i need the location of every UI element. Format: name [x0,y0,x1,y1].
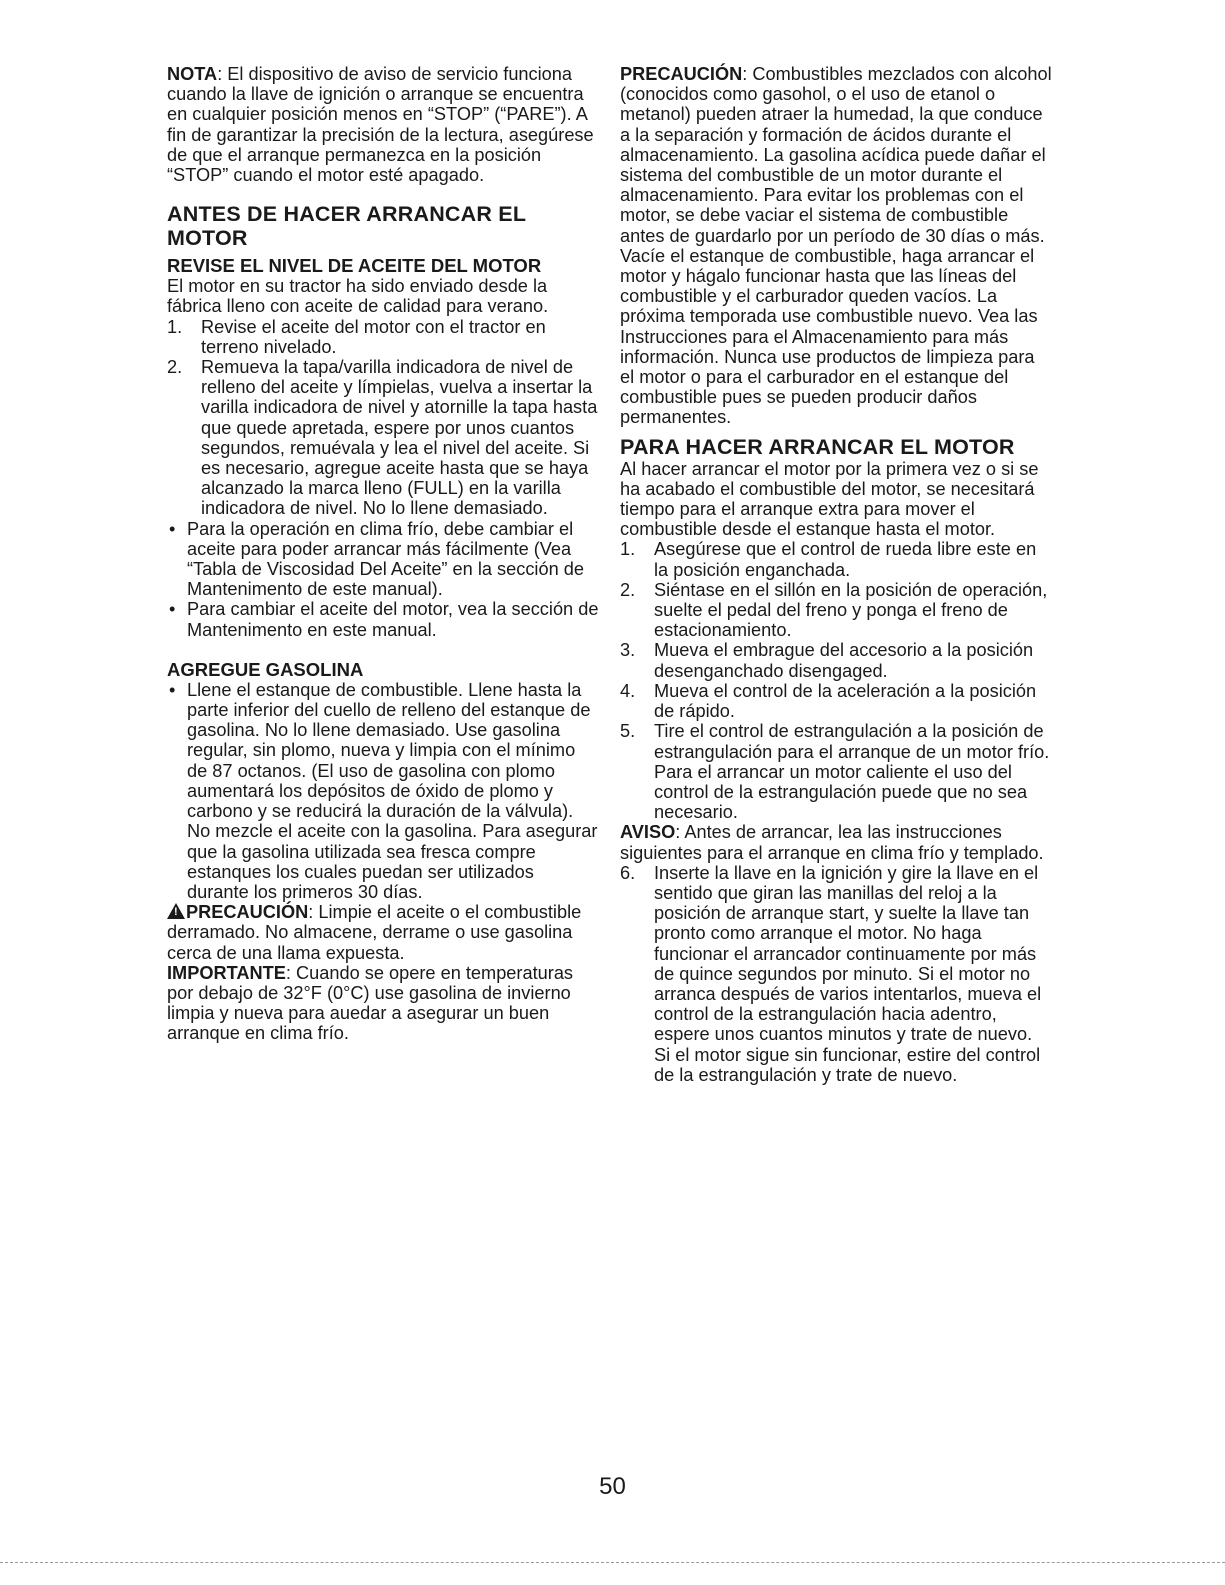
bullet-icon: • [169,599,176,620]
start-steps [620,539,1052,822]
fuel-bullets [167,680,599,902]
left-column [167,64,599,1044]
nota-label: NOTA [167,64,218,84]
start-steps-continued [620,863,1052,1085]
bullet-text: Llene el estanque de combustible. Llene hasta la parte inferior del cuello de relleno del estanque de gasolina. No lo llene demasiado. Use gasolina regular, sin plomo, nueva y limpia con el mínimo de 87 octanos. (El uso de gasolina con plomo aumentará los depósitos de óxido de plomo y carbono y se reducirá la duración de la válvula). No mezcle el aceite con la gasolina. Para asegurar que la gasolina utilizada sea fresca compre estanques los cuales puedan ser utilizados durante los primeros 30 días. [187,679,598,902]
step-number: 4. [620,680,636,701]
fuel-heading: AGREGUE GASOLINA [167,658,364,680]
list-item [167,519,599,600]
list-item [620,681,1052,721]
list-item [620,580,1052,641]
right-column [620,64,1052,1085]
bullet-icon: • [169,679,176,700]
precaucion-text: : Limpie el aceite o el combustible derramado. No almacene, derrame o use gasolina cerca de una llama expuesta. [167,902,582,963]
oil-intro: El motor en su tractor ha sido enviado desde la fábrica lleno con aceite de calidad para verano. [167,276,549,317]
warning-triangle-icon [167,903,185,919]
step-text: Revise el aceite del motor con el tractor en terreno nivelado. [201,316,546,357]
step-number: 2. [167,357,183,378]
step-text: Siéntase en el sillón en la posición de operación, suelte el pedal del freno y ponga el freno de estacionamiento. [654,579,1048,641]
aviso-text: : Antes de arrancar, lea las instrucciones siguientes para el arranque en clima frío y templado. [620,822,1044,863]
list-item [620,640,1052,680]
step-number: 6. [620,862,636,883]
step-text: Remueva la tapa/varilla indicadora de nivel de relleno del aceite y límpielas, vuelva a insertar la varilla indicadora de nivel y atornille la tapa hasta que quede apretada, espere por unos cuantos segundos, remuévala y lea el nivel del aceite. Si es necesario, agregue aceite hasta que se haya alcanzado la marca lleno (FULL) en la varilla indicadora de nivel. No lo llene demasiado. [201,357,598,519]
section-title-before-start: ANTES DE HACER ARRANCAR EL MOTOR [167,202,526,251]
bullet-text: Para la operación en clima frío, debe cambiar el aceite para poder arrancar más fácilmente (Vea “Tabla de Viscosidad Del Aceite” en la sección de Mantenimento de este manual). [187,518,584,600]
step-text: Mueva el embrague del accesorio a la posición desenganchado disengaged. [654,640,1034,681]
step-text: Inserte la llave en la ignición y gire la llave en el sentido que giran las manillas del reloj a la posición de arranque start, y suelte la llave tan pronto como arranque el motor. No haga funcionar el arrancador continuamente por más de quince segundos por minuto. Si el motor no arranca después de varios intentarlos, mueva el control de la estrangulación hacia adentro, espere unos cuantos minutos y trate de nuevo. Si el motor sigue sin funcionar, estire del control de la estrangulación y trate de nuevo. [654,862,1042,1085]
page-bottom-rule [0,1562,1225,1563]
list-item [620,863,1052,1085]
bullet-icon: • [169,518,176,539]
oil-heading: REVISE EL NIVEL DE ACEITE DEL MOTOR [167,255,542,277]
aviso-paragraph [620,822,1052,862]
aviso-label: AVISO [620,822,676,843]
start-intro: Al hacer arrancar el motor por la primera vez o si se ha acabado el combustible del motor, se necesitará tiempo para el arranque extra para mover el combustible desde el estanque hasta el motor. [620,458,1039,540]
page-number: 50 [599,1473,626,1500]
oil-bullets [167,519,599,640]
step-number: 3. [620,640,636,661]
nota-text: : El dispositivo de aviso de servicio funciona cuando la llave de ignición o arranque se encuentra en cualquier posición menos en “STOP” (“PARE”). A fin de garantizar la precisión de la lectura, asegúrese de que el arranque permanezca en la posición “STOP” cuando el motor esté apagado. [167,64,594,186]
list-item [167,599,599,639]
list-item [620,539,1052,579]
step-number: 5. [620,721,636,742]
list-item [167,680,599,902]
importante-label: IMPORTANTE [167,962,286,983]
importante-text: : Cuando se opere en temperaturas por debajo de 32°F (0°C) use gasolina de invierno limpia y nueva para auedar a asegurar un buen arranque en clima frío. [167,962,574,1044]
bullet-text: Para cambiar el aceite del motor, vea la sección de Mantenimento en este manual. [187,599,599,640]
nota-paragraph [167,64,599,185]
precaucion-paragraph [167,902,599,963]
importante-paragraph [167,963,599,1044]
step-number: 1. [620,539,636,560]
list-item [620,721,1052,822]
oil-steps [167,317,599,519]
step-number: 1. [167,316,183,337]
precaucion-fuel-paragraph [620,64,1052,428]
list-item [167,357,599,519]
step-text: Mueva el control de la aceleración a la posición de rápido. [654,680,1037,722]
step-number: 2. [620,579,636,600]
section-title-start-engine: PARA HACER ARRANCAR EL MOTOR [620,434,1015,459]
step-text: Asegúrese que el control de rueda libre este en la posición enganchada. [654,539,1037,580]
list-item [167,317,599,357]
step-text: Tire el control de estrangulación a la posición de estrangulación para el arranque de un motor frío. Para el arrancar un motor caliente el uso del control de la estrangulación puede que no sea necesario. [654,721,1050,823]
precaucion-label: PRECAUCIÓN [186,902,309,923]
precaucion-label: PRECAUCIÓN [620,64,743,84]
precaucion-text: : Combustibles mezclados con alcohol (conocidos como gasohol, o el uso de etanol o metanol) pueden atraer la humedad, la que conduce a la separación y formación de ácidos durante el almacenamiento. La gasolina acídica puede dañar el sistema del combustible de un motor durante el almacenamiento. Para evitar los problemas con el motor, se debe vaciar el sistema de combustible antes de guardarlo por un período de 30 días o más. Vacíe el estanque de combustible, haga arrancar el motor y hágalo funcionar hasta que las líneas del combustible y el carburador queden vacíos. La próxima temporada use combustible nuevo. Vea las Instrucciones para el Almacenamiento para más información. Nunca use productos de limpieza para el motor o para el carburador en el estanque del combustible pues se pueden producir daños permanentes. [620,64,1052,428]
